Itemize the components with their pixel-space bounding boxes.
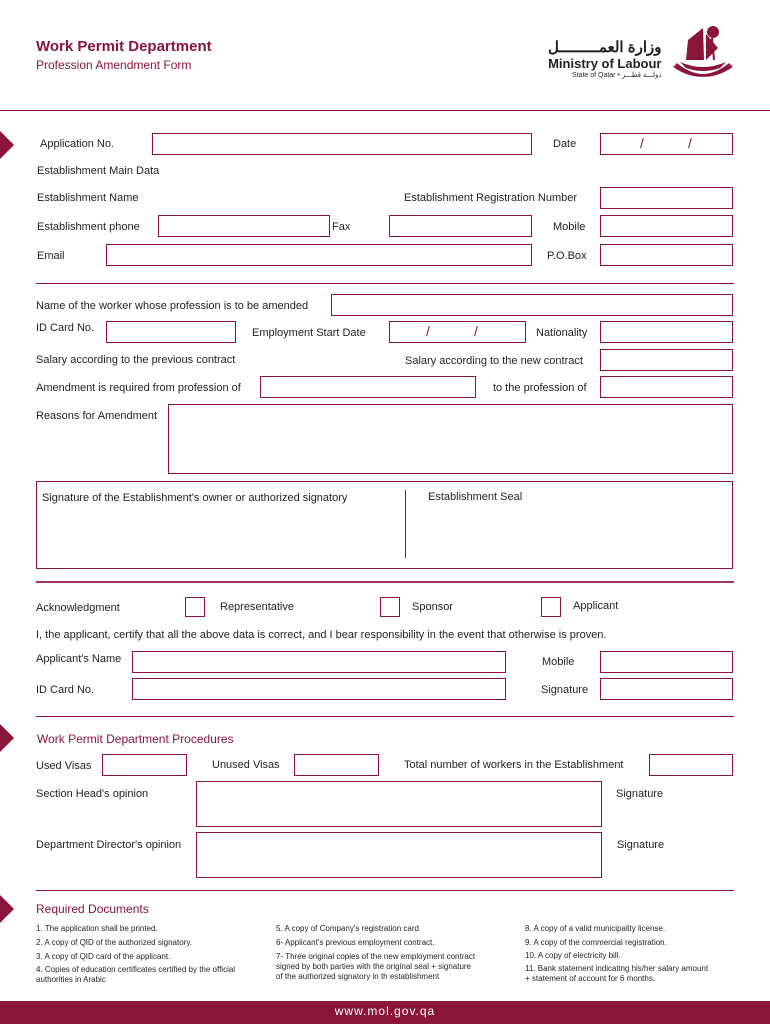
qatar-emblem-icon <box>668 20 738 86</box>
procedures-title: Work Permit Department Procedures <box>37 732 234 746</box>
date-separator-2: / <box>688 135 692 151</box>
doc-item: 2. A copy of QID of the authorized signatory. <box>36 938 192 947</box>
po-box-input[interactable] <box>600 244 733 266</box>
unused-visas-label: Unused Visas <box>212 759 280 771</box>
applicant-mobile-input[interactable] <box>600 651 733 673</box>
section-marker-icon <box>0 131 14 159</box>
section-divider-4 <box>36 890 734 891</box>
id-card-label: ID Card No. <box>36 322 95 334</box>
amend-to-input[interactable] <box>600 376 733 398</box>
doc-item: 10. A copy of electricity bill. <box>525 951 621 960</box>
employment-start-label: Employment Start Date <box>252 327 366 339</box>
section-divider-1 <box>36 283 734 284</box>
form-title: Profession Amendment Form <box>36 58 192 72</box>
email-label: Email <box>37 250 65 262</box>
amend-to-label: to the profession of <box>493 382 587 394</box>
doc-item: 8. A copy of a valid municipality license. <box>525 924 666 933</box>
fax-label: Fax <box>332 221 351 233</box>
start-date-separator-2: / <box>474 323 478 339</box>
employment-start-input[interactable] <box>389 321 526 343</box>
date-separator-1: / <box>640 135 644 151</box>
footer-url[interactable]: www.mol.gov.qa <box>334 1004 436 1018</box>
start-date-separator-1: / <box>426 323 430 339</box>
amend-from-label: Amendment is required from profession of <box>36 382 241 394</box>
nationality-label: Nationality <box>536 327 588 339</box>
signature-owner-area[interactable] <box>40 506 400 564</box>
logo-state-en: State of Qatar <box>571 72 616 79</box>
dept-director-opinion-label: Department Director's opinion <box>36 839 182 851</box>
doc-item: 1. The application shall be printed. <box>36 924 158 933</box>
section-divider-3 <box>36 716 734 717</box>
worker-name-input[interactable] <box>331 294 733 316</box>
applicant-id-card-label: ID Card No. <box>36 684 95 696</box>
doc-item: 3. A copy of QID card of the applicant. <box>36 952 171 961</box>
establishment-phone-label: Establishment phone <box>37 221 140 233</box>
salary-new-label: Salary according to the new contract <box>405 355 583 367</box>
doc-item: 5. A copy of Company's registration card <box>276 924 419 933</box>
section-head-opinion-input[interactable] <box>196 781 602 827</box>
doc-item: 6- Applicant's previous employment contract. <box>276 938 435 947</box>
mobile-input[interactable] <box>600 215 733 237</box>
doc-item: 11. Bank statement indicating his/her salary amount + statement of account for 6 months. <box>525 964 709 983</box>
id-card-input[interactable] <box>106 321 236 343</box>
department-title: Work Permit Department <box>36 38 212 55</box>
required-docs-title: Required Documents <box>36 902 149 916</box>
reasons-textarea[interactable] <box>168 404 733 474</box>
applicant-signature-input[interactable] <box>600 678 733 700</box>
establishment-name-label: Establishment Name <box>37 192 139 204</box>
applicant-signature-label: Signature <box>541 684 589 696</box>
logo-arabic-text: وزارة العمـــــــــل <box>548 39 662 56</box>
logo-english-text: Ministry of Labour <box>548 56 662 71</box>
doc-item: 4. Copies of education certificates certified by the official authorities in Arabic <box>36 965 236 984</box>
section-divider-2 <box>36 581 734 583</box>
application-no-input[interactable] <box>152 133 532 155</box>
signature-seal-divider <box>405 490 406 558</box>
fax-input[interactable] <box>389 215 532 237</box>
dept-director-signature-label: Signature <box>617 839 665 851</box>
establishment-main-data-heading: Establishment Main Data <box>37 165 160 177</box>
salary-prev-label: Salary according to the previous contract <box>36 354 236 366</box>
applicant-label: Applicant <box>573 600 619 612</box>
acknowledgment-label: Acknowledgment <box>36 602 120 614</box>
header-divider <box>0 110 770 111</box>
establishment-seal-label: Establishment Seal <box>428 491 523 503</box>
po-box-label: P.O.Box <box>547 250 587 262</box>
date-label: Date <box>553 138 577 150</box>
used-visas-label: Used Visas <box>36 760 92 772</box>
application-no-label: Application No. <box>40 138 114 150</box>
section-head-opinion-label: Section Head's opinion <box>36 788 149 800</box>
nationality-input[interactable] <box>600 321 733 343</box>
establishment-phone-input[interactable] <box>158 215 330 237</box>
dept-director-opinion-input[interactable] <box>196 832 602 878</box>
amend-from-input[interactable] <box>260 376 476 398</box>
applicant-mobile-label: Mobile <box>542 656 575 668</box>
required-docs-marker-icon <box>0 895 14 923</box>
doc-item: 7- Three original copies of the new employment contract signed by both parties with the original seal + signature of the authorized signatory in th establishment <box>276 952 476 981</box>
applicant-checkbox[interactable] <box>541 597 561 617</box>
applicant-id-card-input[interactable] <box>132 678 506 700</box>
doc-item: 9. A copy of the commercial registration. <box>525 938 667 947</box>
unused-visas-input[interactable] <box>294 754 379 776</box>
representative-label: Representative <box>220 601 294 613</box>
applicant-name-label: Applicant's Name <box>36 653 122 665</box>
certify-statement: I, the applicant, certify that all the above data is correct, and I bear responsibility in the event that otherwise is proven. <box>36 629 607 641</box>
establishment-reg-no-input[interactable] <box>600 187 733 209</box>
total-workers-label: Total number of workers in the Establishment <box>404 759 624 771</box>
salary-new-input[interactable] <box>600 349 733 371</box>
mobile-label: Mobile <box>553 221 586 233</box>
email-input[interactable] <box>106 244 532 266</box>
date-input[interactable] <box>600 133 733 155</box>
sponsor-checkbox[interactable] <box>380 597 400 617</box>
signature-owner-label: Signature of the Establishment's owner or authorized signatory <box>42 492 348 504</box>
establishment-seal-area[interactable] <box>412 506 728 564</box>
total-workers-input[interactable] <box>649 754 733 776</box>
logo-state-ar: دولـــة قطـــر <box>621 72 662 79</box>
ministry-logo-text: وزارة العمـــــــــل Ministry of Labour State of Qatar • دولـــة قطـــر <box>548 39 662 79</box>
procedures-marker-icon <box>0 724 14 752</box>
used-visas-input[interactable] <box>102 754 187 776</box>
section-head-signature-label: Signature <box>616 788 664 800</box>
reasons-label: Reasons for Amendment <box>36 410 158 422</box>
worker-name-label: Name of the worker whose profession is to be amended <box>36 300 309 312</box>
applicant-name-input[interactable] <box>132 651 506 673</box>
establishment-reg-no-label: Establishment Registration Number <box>404 192 578 204</box>
sponsor-label: Sponsor <box>412 601 453 613</box>
representative-checkbox[interactable] <box>185 597 205 617</box>
